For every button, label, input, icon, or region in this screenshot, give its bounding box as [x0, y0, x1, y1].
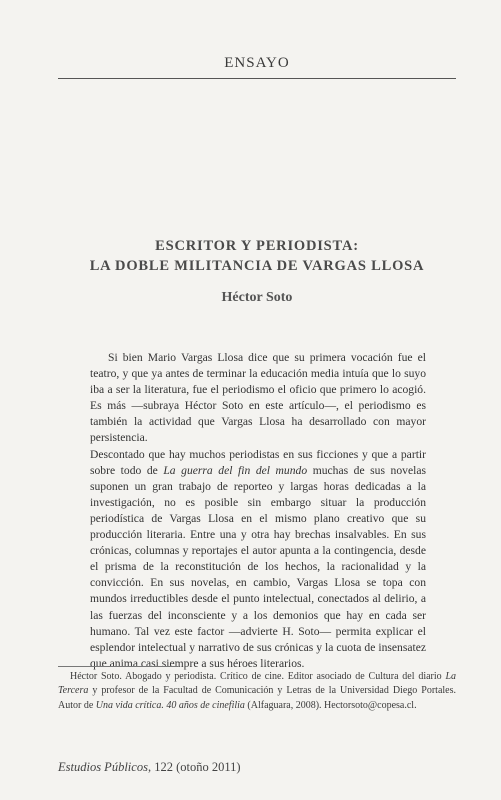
- abstract-text-a: Descontado que hay muchos periodistas en sus ficciones y que a partir sobre todo de: [90, 447, 426, 477]
- journal-name: Estudios Públicos: [58, 760, 148, 774]
- footnote-text-a: Héctor Soto. Abogado y periodista. Crítico de cine. Editor asociado de Cultura del diario: [70, 671, 446, 682]
- section-label: ENSAYO: [224, 55, 290, 71]
- book-title: Una vida crítica. 40 años de cinefilia: [95, 699, 245, 711]
- abstract: [90, 350, 426, 672]
- abstract-paragraph-2: [90, 447, 426, 672]
- footnote-rule: [58, 666, 178, 667]
- author-name: Héctor Soto: [221, 290, 293, 305]
- book-title-italic: La guerra del fin del mundo: [163, 463, 308, 477]
- page-header: [58, 55, 456, 79]
- abstract-paragraph-1: Si bien Mario Vargas Llosa dice que su primera vocación fue el teatro, y que ya antes de terminar la educación media intuía que lo suyo iba a ser la literatura, fue el periodismo el oficio que primero lo acogió. Es más —subraya Héctor Soto en este artículo—, el periodismo es también la actividad que Vargas Llosa ha desarrollado con mayor persistencia.: [90, 351, 426, 445]
- journal-issue: , 122 (otoño 2011): [147, 760, 241, 774]
- footnote-paragraph: [58, 670, 456, 713]
- abstract-text-b: muchas de sus novelas suponen un gran trabajo de reporteo y largas horas dedicadas a la investigación, no es posible sin embargo situar la producción periodística de Vargas Llosa en el mismo plano creativo que su producción literaria. Entre una y otra hay brechas insalvables. En sus crónicas, columnas y reportajes el autor apunta a la contingencia, desde el prisma de la reconstitución de los hechos, la racionalidad y la convicción. En sus novelas, en cambio, Vargas Llosa se topa con mundos irreductibles desde el punto intelectual, conectados al delirio, a las fuerzas del inconsciente y a los demonios que hay en cada ser humano. Tal vez este factor —advierte H. Soto— permita explicar el esplendor intelectual y narrativo de sus crónicas y la cuota de insensatez que anima casi siempre a sus héroes literarios.: [90, 463, 426, 670]
- newspaper-name: La Tercera: [58, 671, 456, 697]
- header-rule: [58, 78, 456, 79]
- title-line-1: ESCRITOR Y PERIODISTA:: [155, 238, 359, 254]
- page-footer: [58, 760, 456, 775]
- footnote-text-b: y profesor de la Facultad de Comunicación y Letras de la Universidad Diego Portales. Autor de: [58, 685, 456, 711]
- author-footnote: [58, 670, 456, 713]
- title-line-2: LA DOBLE MILITANCIA DE VARGAS LLOSA: [89, 258, 425, 274]
- article-title: [58, 236, 456, 276]
- footnote-text-c: (Alfaguara, 2008). Hectorsoto@copesa.cl.: [244, 699, 417, 711]
